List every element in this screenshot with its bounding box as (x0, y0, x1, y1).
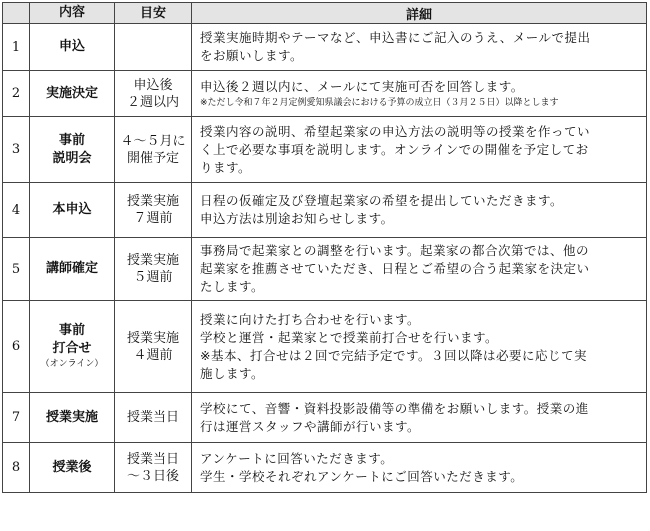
row-detail: アンケートに回答いただきます。 学生・学校それぞれアンケートにご回答いただきます。 (192, 443, 647, 493)
row-item: 事前 打合せ （オンライン） (30, 301, 115, 393)
header-number (3, 3, 30, 24)
row-item: 授業後 (30, 443, 115, 493)
row-number: 3 (3, 117, 30, 183)
table-row (3, 443, 647, 493)
row-guide: 授業実施 ７週前 (115, 183, 192, 238)
table-row (3, 238, 647, 301)
row-item-sub: （オンライン） (40, 359, 104, 369)
row-item: 講師確定 (30, 238, 115, 301)
row-number: 4 (3, 183, 30, 238)
table-row (3, 24, 647, 71)
row-number: 7 (3, 393, 30, 443)
row-detail: 申込後２週以内に、メールにて実施可否を回答します。 ※ただし令和７年２月定例愛知県議会における予算の成立日（３月２５日）以降とします (192, 71, 647, 117)
row-guide (115, 24, 192, 71)
flow-table (2, 2, 647, 493)
row-number: 5 (3, 238, 30, 301)
row-item: 事前 説明会 (30, 117, 115, 183)
row-item: 本申込 (30, 183, 115, 238)
row-guide: 授業当日 ～３日後 (115, 443, 192, 493)
row-detail: 事務局で起業家との調整を行います。起業家の都合次第では、他の 起業家を推薦させていただき、日程とご希望の合う起業家を決定い たします。 (192, 238, 647, 301)
row-note: ※ただし令和７年２月定例愛知県議会における予算の成立日（３月２５日）以降とします (200, 97, 559, 108)
table-row (3, 393, 647, 443)
row-guide: 申込後 ２週以内 (115, 71, 192, 117)
row-detail: 日程の仮確定及び登壇起業家の希望を提出していただきます。 申込方法は別途お知らせします。 (192, 183, 647, 238)
row-item: 申込 (30, 24, 115, 71)
row-guide: 授業実施 ４週前 (115, 301, 192, 393)
row-item: 実施決定 (30, 71, 115, 117)
row-guide: ４～５月に 開催予定 (115, 117, 192, 183)
header-row (3, 3, 647, 24)
row-detail: 授業内容の説明、希望起業家の申込方法の説明等の授業を作ってい く上で必要な事項を説明します。オンラインでの開催を予定してお ります。 (192, 117, 647, 183)
row-detail: 授業実施時期やテーマなど、申込書にご記入のうえ、メールで提出 をお願いします。 (192, 24, 647, 71)
row-item: 授業実施 (30, 393, 115, 443)
table-row (3, 183, 647, 238)
row-number: 6 (3, 301, 30, 393)
row-detail: 授業に向けた打ち合わせを行います。 学校と運営・起業家とで授業前打合せを行います。 ※基本、打合せは２回で完結予定です。３回以降は必要に応じて実 施します。 (192, 301, 647, 393)
row-number: 1 (3, 24, 30, 71)
header-guide: 目安 (115, 3, 192, 24)
header-content: 内容 (30, 3, 115, 24)
row-number: 2 (3, 71, 30, 117)
row-guide: 授業実施 ５週前 (115, 238, 192, 301)
table-row (3, 301, 647, 393)
header-detail: 詳細 (192, 3, 647, 24)
table-row (3, 71, 647, 117)
row-detail: 学校にて、音響・資料投影設備等の準備をお願いします。授業の進 行は運営スタッフや講師が行います。 (192, 393, 647, 443)
table-row (3, 117, 647, 183)
row-guide: 授業当日 (115, 393, 192, 443)
row-number: 8 (3, 443, 30, 493)
